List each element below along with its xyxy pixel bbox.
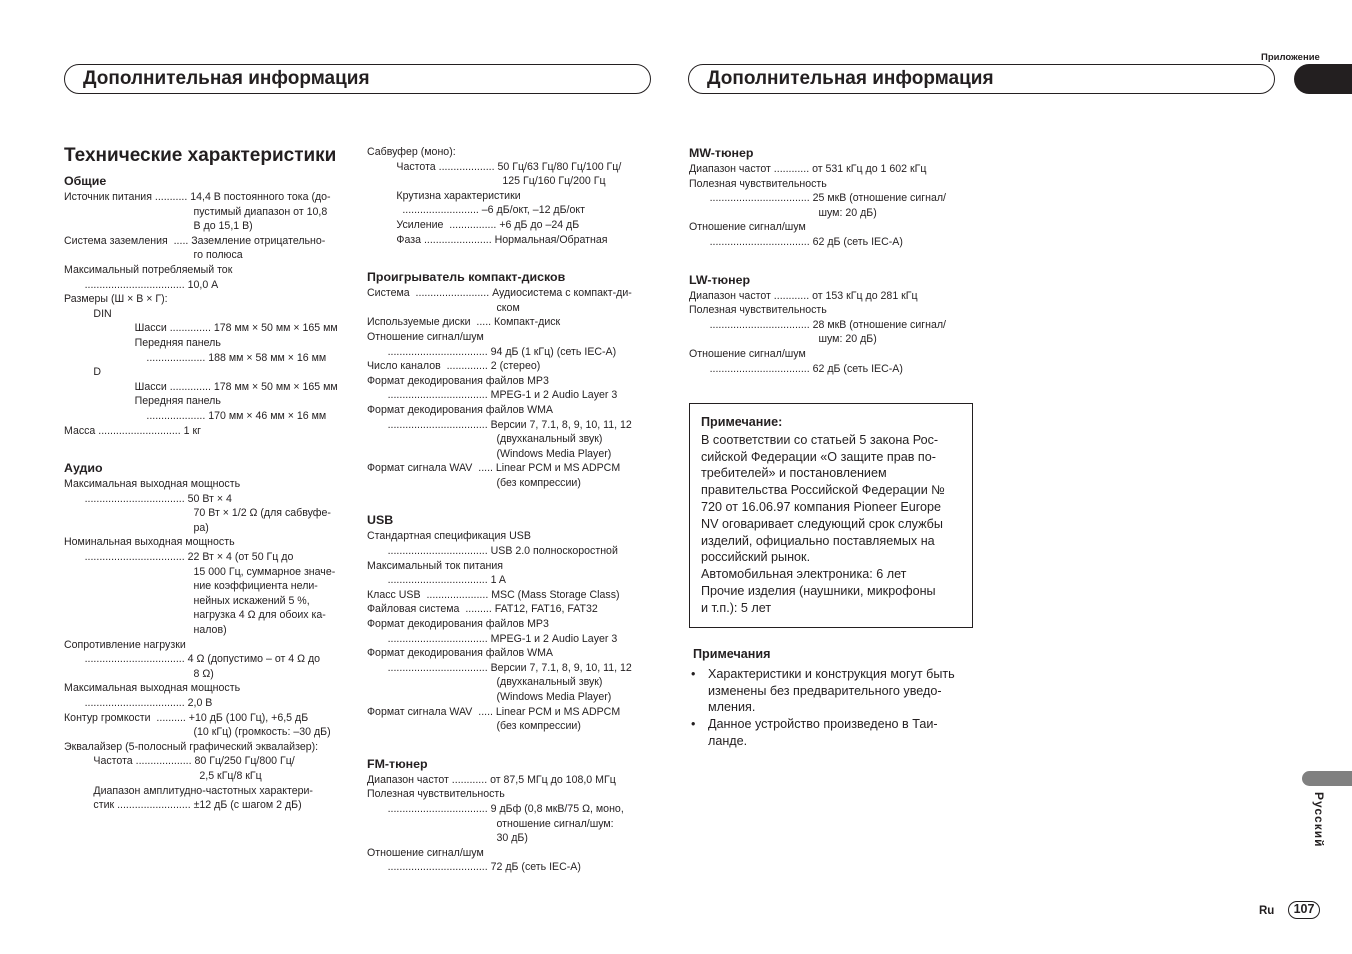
spec-line: Формат декодирования файлов WMA <box>367 403 553 416</box>
appendix-label: Приложение <box>1261 52 1320 63</box>
section-heading: FM-тюнер <box>367 756 428 771</box>
spec-line: .................................. 10,0 А <box>64 278 219 291</box>
spec-line: Полезная чувствительность <box>689 304 827 317</box>
spec-line: Формат сигнала WAV ..... Linear PCM и MS ADPCM <box>367 705 621 718</box>
side-language-label: Русский <box>1312 792 1326 848</box>
notice-text <box>701 432 961 617</box>
section-heading: USB <box>367 513 394 528</box>
spec-line: .................................. MPEG-1 и 2 Audio Layer 3 <box>367 389 618 402</box>
note-line: мления. <box>708 700 756 715</box>
header-bar-left <box>64 64 651 94</box>
note-item <box>693 716 983 750</box>
spec-line: Усиление ................ +6 дБ до –24 дБ <box>367 218 580 231</box>
spec-column-1 <box>64 142 354 813</box>
header-bar-right <box>688 64 1275 94</box>
spec-line: (10 кГц) (громкость: –30 дБ) <box>64 726 331 739</box>
notice-line: В соответствии со статьей 5 закона Рос- <box>701 432 939 447</box>
section-heading: Проигрыватель компакт-дисков <box>367 270 566 285</box>
spec-line: Диапазон частот ............ от 531 кГц до 1 602 кГц <box>689 163 927 175</box>
spec-line: 2,5 кГц/8 кГц <box>64 769 262 782</box>
spec-line: .................................. 25 мкВ (отношение сигнал/ <box>689 192 946 205</box>
notice-line: сийской Федерации «О защите прав по- <box>701 449 936 464</box>
notice-title: Примечание: <box>701 415 783 429</box>
spec-line: Источник питания ........... 14,4 В постоянного тока (до- <box>64 191 331 203</box>
spacer <box>689 250 979 264</box>
spec-line: Файловая система ......... FAT12, FAT16, FAT32 <box>367 603 598 616</box>
spec-line: отношение сигнал/шум: <box>367 817 614 830</box>
spec-line: (без компрессии) <box>367 720 581 733</box>
spec-line: .................................. 72 дБ (сеть IEC-A) <box>367 861 581 874</box>
notice-line: правительства Российской Федерации № <box>701 483 945 498</box>
spec-line: Формат сигнала WAV ..... Linear PCM и MS ADPCM <box>367 462 621 475</box>
spec-line: .......................... –6 дБ/окт, –12 дБ/окт <box>367 204 585 217</box>
spec-line: Шасси .............. 178 мм × 50 мм × 165 мм <box>64 380 338 393</box>
spec-line: Отношение сигнал/шум <box>367 330 484 343</box>
spec-line: Частота ................... 50 Гц/63 Гц/80 Гц/100 Гц/ <box>367 160 622 173</box>
spec-line: .................................. 4 Ω (допустимо – от 4 Ω до <box>64 653 321 666</box>
spec-line: пустимый диапазон от 10,8 <box>64 205 328 218</box>
language-code: Ru <box>1259 905 1275 917</box>
notice-line: российский рынок. <box>701 550 811 565</box>
spec-line: Диапазон частот ............ от 153 кГц до 281 кГц <box>689 289 918 302</box>
notice-line: изделий, официально поставляемых на <box>701 533 935 548</box>
page-number: 107 <box>1288 901 1320 919</box>
spec-line: Контур громкости .......... +10 дБ (100 Гц), +6,5 дБ <box>64 711 309 724</box>
page-heading: Технические характеристики <box>64 145 337 166</box>
spec-line: 15 000 Гц, суммарное значе- <box>64 565 336 578</box>
spec-line: Размеры (Ш × В × Г): <box>64 293 168 306</box>
spec-line: Передняя панель <box>64 336 221 349</box>
spec-line: .................................. 50 Вт × 4 <box>64 492 232 505</box>
spec-line: Система ......................... Аудиосистема с компакт-ди- <box>367 287 632 300</box>
spec-line: .................................. 62 дБ (сеть IEC-A) <box>689 362 903 375</box>
spacer <box>367 247 657 261</box>
spec-line: нейных искажений 5 %, <box>64 594 310 607</box>
spec-line: Максимальный потребляемый ток <box>64 263 233 276</box>
spec-line: Масса ............................ 1 кг <box>64 424 201 437</box>
note-item <box>693 666 983 716</box>
spec-line: .................................. Версии 7, 7.1, 8, 9, 10, 11, 12 <box>367 661 632 674</box>
spec-line: Стандартная спецификация USB <box>367 530 531 543</box>
spec-line: .................... 188 мм × 58 мм × 16 мм <box>64 351 327 364</box>
spec-line: Формат декодирования файлов WMA <box>367 647 553 660</box>
spec-line: 8 Ω) <box>64 667 214 680</box>
spec-line: .................................. 28 мкВ (отношение сигнал/ <box>689 318 946 331</box>
spec-line: D <box>64 366 102 379</box>
note-line: изменены без предварительного уведо- <box>708 683 942 698</box>
spec-line: Отношение сигнал/шум <box>367 846 484 859</box>
spacer <box>64 438 354 452</box>
spec-line: 70 Вт × 1/2 Ω (для сабвуфе- <box>64 507 331 520</box>
spec-line: нагрузка 4 Ω для обоих ка- <box>64 609 326 622</box>
notes-list <box>693 666 983 750</box>
language-tab <box>1302 771 1352 786</box>
spec-line: Полезная чувствительность <box>367 788 505 801</box>
spec-line: Частота ................... 80 Гц/250 Гц/800 Гц/ <box>64 755 295 768</box>
spec-line: Максимальная выходная мощность <box>64 478 241 491</box>
spec-line: (Windows Media Player) <box>367 691 612 703</box>
spec-line: Число каналов .............. 2 (стерео) <box>367 360 541 373</box>
section-heading: LW-тюнер <box>689 272 751 287</box>
spec-line: 30 дБ) <box>367 832 528 845</box>
spec-line: Отношение сигнал/шум <box>689 221 806 234</box>
spec-line: .................................. MPEG-1 и 2 Audio Layer 3 <box>367 632 618 645</box>
spec-line: (Windows Media Player) <box>367 447 612 460</box>
spec-line: Эквалайзер (5-полосный графический эквалайзер): <box>64 740 319 753</box>
spec-line: .................................. 1 A <box>367 574 506 587</box>
section-heading: Аудио <box>64 461 103 476</box>
spec-line: DIN <box>64 307 112 320</box>
notice-line: и т.п.): 5 лет <box>701 600 772 615</box>
spec-line: Полезная чувствительность <box>689 177 827 190</box>
spec-line: Используемые диски ..... Компакт-диск <box>367 316 561 329</box>
spacer <box>367 490 657 504</box>
notice-line: 720 от 16.06.97 компания Pioneer Europe <box>701 499 941 514</box>
spec-line: Сабвуфер (моно): <box>367 146 456 158</box>
spec-line: Сопротивление нагрузки <box>64 638 186 651</box>
spec-line: налов) <box>64 624 227 637</box>
spec-line: В до 15,1 В) <box>64 220 253 233</box>
spec-line: шум: 20 дБ) <box>689 206 877 219</box>
spec-line: .................................. 2,0 В <box>64 697 213 709</box>
spec-line: Крутизна характеристики <box>367 189 521 202</box>
header-title-left: Дополнительная информация <box>83 68 370 89</box>
spec-line: Диапазон амплитудно-частотных характери- <box>64 784 313 797</box>
spec-line: Максимальная выходная мощность <box>64 682 241 695</box>
spec-line: Класс USB ..................... MSC (Mass Storage Class) <box>367 588 620 601</box>
notice-line: требителей» и постановлением <box>701 466 887 481</box>
spec-line: шум: 20 дБ) <box>689 333 877 346</box>
spacer <box>367 734 657 748</box>
spec-line: .................................. 62 дБ (сеть IEC-A) <box>689 235 903 248</box>
note-line: Данное устройство произведено в Таи- <box>708 717 938 732</box>
spec-line: .................................. USB 2.0 полноскоростной <box>367 545 618 558</box>
spec-line: 125 Гц/160 Гц/200 Гц <box>367 175 606 188</box>
spec-line: .................................. 9 дБф (0,8 мкВ/75 Ω, моно, <box>367 802 624 815</box>
spec-line: Формат декодирования файлов MP3 <box>367 618 549 631</box>
spec-line: Шасси .............. 178 мм × 50 мм × 165 мм <box>64 322 338 335</box>
note-line: Характеристики и конструкция могут быть <box>708 666 955 681</box>
section-heading: MW-тюнер <box>689 146 754 160</box>
spec-line: .................... 170 мм × 46 мм × 16 мм <box>64 409 327 422</box>
note-line: ланде. <box>708 733 748 748</box>
notes-title: Примечания <box>693 647 771 661</box>
notice-box <box>689 403 973 628</box>
spec-line: .................................. Версии 7, 7.1, 8, 9, 10, 11, 12 <box>367 418 632 431</box>
spec-line: ра) <box>64 521 209 534</box>
notice-line: NV оговаривает следующий срок службы <box>701 516 943 531</box>
spec-line: Номинальная выходная мощность <box>64 536 235 549</box>
bullet-icon: • <box>691 666 696 681</box>
section-heading: Общие <box>64 174 107 188</box>
spec-line: (без компрессии) <box>367 476 581 489</box>
spec-line: ние коэффициента нели- <box>64 580 318 593</box>
spec-line: Формат декодирования файлов MP3 <box>367 374 549 387</box>
spec-line: Передняя панель <box>64 395 221 408</box>
header-title-right: Дополнительная информация <box>707 68 994 89</box>
spec-line: Система заземления ..... Заземление отрицательно- <box>64 234 326 247</box>
section-tab <box>1294 64 1352 94</box>
spec-line: ском <box>367 301 520 314</box>
spec-line: Максимальный ток питания <box>367 559 503 572</box>
spec-line: Отношение сигнал/шум <box>689 347 806 360</box>
spec-line: .................................. 94 дБ (1 кГц) (сеть IEC-A) <box>367 345 617 358</box>
notes-section <box>693 646 983 750</box>
spec-line: (двухканальный звук) <box>367 676 603 689</box>
spec-line: го полюса <box>64 249 243 262</box>
spec-line: .................................. 22 Вт × 4 (от 50 Гц до <box>64 551 294 564</box>
spec-line: (двухканальный звук) <box>367 433 603 446</box>
spec-column-3 <box>689 145 979 376</box>
notice-line: Прочие изделия (наушники, микрофоны <box>701 583 936 598</box>
bullet-icon: • <box>691 717 696 732</box>
spec-column-2 <box>367 145 657 875</box>
notice-line: Автомобильная электроника: 6 лет <box>701 567 907 582</box>
spec-line: Диапазон частот ............ от 87,5 МГц до 108,0 МГц <box>367 773 616 786</box>
spec-line: стик ......................... ±12 дБ (с шагом 2 дБ) <box>64 799 302 812</box>
spec-line: Фаза ....................... Нормальная/Обратная <box>367 233 608 246</box>
